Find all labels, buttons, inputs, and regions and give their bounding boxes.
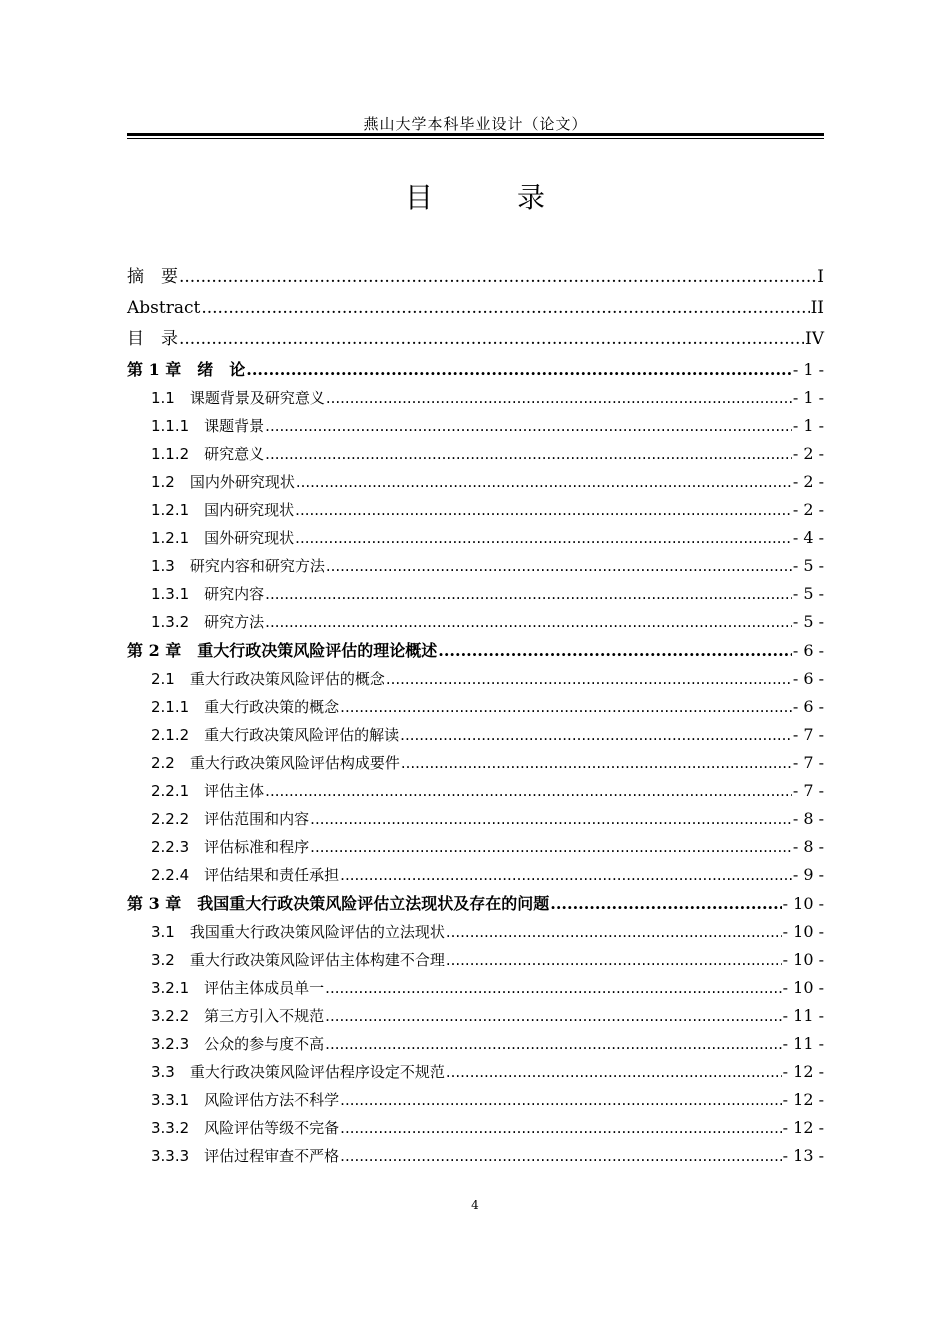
- toc-dot-leader: [295, 496, 792, 524]
- toc-dot-leader: [326, 384, 792, 412]
- toc-entry[interactable]: [127, 440, 824, 468]
- toc-entry[interactable]: [127, 468, 824, 496]
- header-rule-thin: [127, 138, 824, 139]
- toc-dot-leader: [179, 262, 816, 293]
- toc-dot-leader: [400, 721, 792, 749]
- toc-entry-label: 第 2 章 重大行政决策风险评估的理论概述: [127, 641, 438, 660]
- toc-entry-label: 1.3 研究内容和研究方法: [151, 557, 325, 575]
- toc-entry[interactable]: [127, 889, 824, 918]
- toc-entry-page: II: [810, 298, 824, 318]
- toc-entry-page: - 10 -: [782, 894, 824, 913]
- toc-entry-page: - 6 -: [792, 669, 824, 688]
- toc-entry-label: 1.2 国内外研究现状: [151, 473, 295, 491]
- toc-entry-label: 3.1 我国重大行政决策风险评估的立法现状: [151, 923, 445, 941]
- toc-dot-leader: [325, 974, 781, 1002]
- toc-dot-leader: [325, 1002, 781, 1030]
- toc-entry-page: - 2 -: [792, 444, 824, 463]
- toc-dot-leader: [179, 324, 804, 355]
- toc-entry-page: - 8 -: [792, 837, 824, 856]
- toc-entry-label: 3.2.3 公众的参与度不高: [151, 1035, 325, 1053]
- toc-entry-label: 1.2.1 国外研究现状: [151, 529, 295, 547]
- toc-dot-leader: [265, 608, 792, 636]
- toc-entry-page: - 12 -: [782, 1062, 824, 1081]
- toc-entry-page: - 7 -: [792, 725, 824, 744]
- toc-dot-leader: [446, 1058, 782, 1086]
- toc-entry-page: - 4 -: [792, 528, 824, 547]
- toc-entry-page: - 8 -: [792, 809, 824, 828]
- toc-entry[interactable]: [127, 324, 824, 355]
- toc-entry-label: 3.2.1 评估主体成员单一: [151, 979, 325, 997]
- toc-entry[interactable]: [127, 293, 824, 324]
- toc-entry[interactable]: [127, 918, 824, 946]
- toc-entry-page: - 1 -: [792, 416, 824, 435]
- toc-dot-leader: [325, 1030, 781, 1058]
- toc-entry-label: 2.1.2 重大行政决策风险评估的解读: [151, 726, 400, 744]
- toc-entry-label: 第 3 章 我国重大行政决策风险评估立法现状及存在的问题: [127, 894, 550, 913]
- toc-entry[interactable]: [127, 805, 824, 833]
- toc-dot-leader: [340, 1114, 781, 1142]
- toc-dot-leader: [326, 552, 792, 580]
- toc-entry[interactable]: [127, 412, 824, 440]
- toc-entry-label: 1.1.1 课题背景: [151, 417, 265, 435]
- toc-entry-label: 1.1 课题背景及研究意义: [151, 389, 325, 407]
- toc-entry-page: - 5 -: [792, 556, 824, 575]
- toc-entry[interactable]: [127, 974, 824, 1002]
- toc-dot-leader: [340, 693, 792, 721]
- toc-entry[interactable]: [127, 665, 824, 693]
- toc-entry[interactable]: [127, 1002, 824, 1030]
- toc-entry-label: 2.1.1 重大行政决策的概念: [151, 698, 340, 716]
- toc-entry-page: - 12 -: [782, 1118, 824, 1137]
- toc-dot-leader: [201, 293, 809, 324]
- toc-entry[interactable]: [127, 833, 824, 861]
- toc-dot-leader: [310, 833, 792, 861]
- toc-dot-leader: [340, 1142, 781, 1170]
- toc-entry[interactable]: [127, 693, 824, 721]
- toc-entry-page: IV: [805, 329, 824, 349]
- running-header: 燕山大学本科毕业设计（论文）: [363, 115, 588, 133]
- toc-dot-leader: [295, 524, 792, 552]
- toc-entry-label: 1.3.2 研究方法: [151, 613, 265, 631]
- toc-entry-label: 目 录: [127, 329, 178, 349]
- toc-entry[interactable]: [127, 355, 824, 384]
- toc-entry-label: 1.3.1 研究内容: [151, 585, 265, 603]
- header-rule-thick: [127, 133, 824, 136]
- toc-dot-leader: [446, 918, 782, 946]
- toc-entry-page: - 2 -: [792, 472, 824, 491]
- toc-entry[interactable]: [127, 262, 824, 293]
- toc-entry-page: - 7 -: [792, 753, 824, 772]
- toc-entry-page: - 7 -: [792, 781, 824, 800]
- toc-entry[interactable]: [127, 1030, 824, 1058]
- toc-dot-leader: [446, 946, 782, 974]
- toc-entry-label: 3.2 重大行政决策风险评估主体构建不合理: [151, 951, 445, 969]
- toc-entry-label: 2.2.4 评估结果和责任承担: [151, 866, 340, 884]
- toc-entry-label: Abstract: [127, 298, 201, 318]
- toc-entry-label: 2.2 重大行政决策风险评估构成要件: [151, 754, 400, 772]
- toc-entry[interactable]: [127, 749, 824, 777]
- toc-dot-leader: [340, 1086, 781, 1114]
- toc-entry-page: - 11 -: [782, 1034, 824, 1053]
- toc-dot-leader: [401, 749, 792, 777]
- toc-entry-label: 1.1.2 研究意义: [151, 445, 265, 463]
- toc-entry[interactable]: [127, 1058, 824, 1086]
- page-number: 4: [471, 1198, 479, 1212]
- toc-entry[interactable]: [127, 580, 824, 608]
- toc-entry[interactable]: [127, 721, 824, 749]
- toc-entry-page: - 10 -: [782, 922, 824, 941]
- toc-entry[interactable]: [127, 1114, 824, 1142]
- toc-entry-label: 3.3.2 风险评估等级不完备: [151, 1119, 340, 1137]
- toc-entry-label: 摘 要: [127, 267, 178, 287]
- toc-entry-page: - 2 -: [792, 500, 824, 519]
- table-of-contents: [127, 262, 824, 1170]
- toc-entry-page: - 5 -: [792, 584, 824, 603]
- toc-entry-page: I: [817, 267, 824, 287]
- toc-entry-label: 第 1 章 绪 论: [127, 360, 246, 379]
- toc-entry[interactable]: [127, 496, 824, 524]
- toc-dot-leader: [550, 889, 781, 918]
- toc-entry-page: - 10 -: [782, 978, 824, 997]
- toc-entry[interactable]: [127, 861, 824, 889]
- toc-entry[interactable]: [127, 777, 824, 805]
- toc-entry-page: - 10 -: [782, 950, 824, 969]
- toc-dot-leader: [386, 665, 792, 693]
- toc-dot-leader: [265, 580, 792, 608]
- toc-entry-label: 3.3.1 风险评估方法不科学: [151, 1091, 340, 1109]
- toc-entry[interactable]: [127, 1142, 824, 1170]
- toc-entry-label: 1.2.1 国内研究现状: [151, 501, 295, 519]
- toc-entry-page: - 1 -: [792, 360, 824, 379]
- toc-entry-page: - 12 -: [782, 1090, 824, 1109]
- toc-entry[interactable]: [127, 552, 824, 580]
- toc-entry[interactable]: [127, 608, 824, 636]
- toc-entry[interactable]: [127, 1086, 824, 1114]
- toc-entry-page: - 6 -: [792, 697, 824, 716]
- toc-entry[interactable]: [127, 946, 824, 974]
- toc-dot-leader: [310, 805, 792, 833]
- toc-entry-label: 3.3.3 评估过程审查不严格: [151, 1147, 340, 1165]
- toc-entry-page: - 11 -: [782, 1006, 824, 1025]
- toc-dot-leader: [246, 355, 792, 384]
- toc-dot-leader: [265, 440, 792, 468]
- toc-dot-leader: [296, 468, 792, 496]
- toc-entry-page: - 1 -: [792, 388, 824, 407]
- toc-entry-page: - 9 -: [792, 865, 824, 884]
- toc-entry[interactable]: [127, 524, 824, 552]
- toc-entry-label: 3.3 重大行政决策风险评估程序设定不规范: [151, 1063, 445, 1081]
- toc-entry-label: 2.2.3 评估标准和程序: [151, 838, 310, 856]
- toc-entry-label: 2.1 重大行政决策风险评估的概念: [151, 670, 385, 688]
- toc-entry-label: 2.2.1 评估主体: [151, 782, 265, 800]
- toc-entry-label: 3.2.2 第三方引入不规范: [151, 1007, 325, 1025]
- toc-entry-page: - 6 -: [792, 641, 824, 660]
- toc-dot-leader: [340, 861, 792, 889]
- toc-dot-leader: [265, 412, 792, 440]
- toc-entry[interactable]: [127, 384, 824, 412]
- toc-entry-page: - 13 -: [782, 1146, 824, 1165]
- toc-dot-leader: [265, 777, 792, 805]
- toc-entry[interactable]: [127, 636, 824, 665]
- page-title: 目 录: [404, 181, 573, 214]
- toc-dot-leader: [438, 636, 792, 665]
- toc-entry-page: - 5 -: [792, 612, 824, 631]
- toc-entry-label: 2.2.2 评估范围和内容: [151, 810, 310, 828]
